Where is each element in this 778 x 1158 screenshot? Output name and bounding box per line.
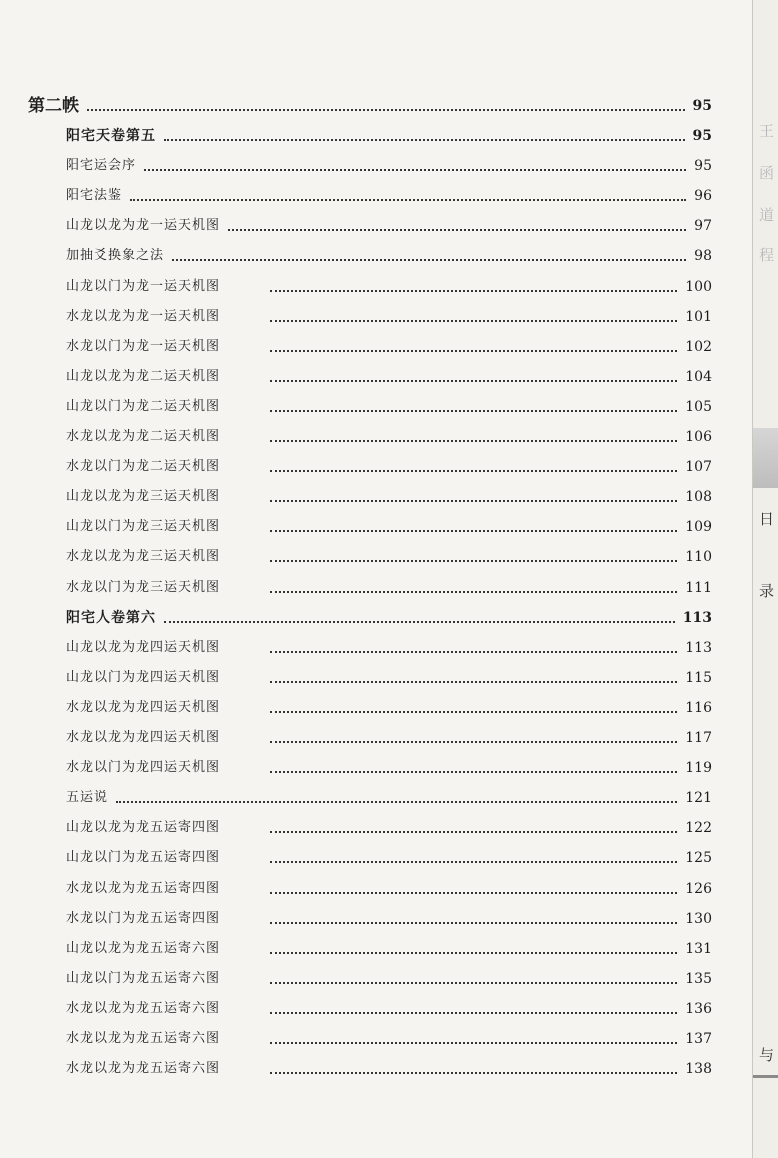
dot-leader xyxy=(270,982,677,984)
toc-entry-title: 山龙以门为龙五运寄六图 xyxy=(66,971,221,986)
dot-leader xyxy=(164,139,685,141)
toc-entry-page: 116 xyxy=(685,700,712,716)
toc-entry-page: 137 xyxy=(685,1031,712,1047)
dot-leader xyxy=(270,1012,677,1014)
toc-entry-title: 水龙以门为龙三运天机图 xyxy=(66,580,221,595)
toc-entry xyxy=(66,668,712,688)
toc-entry xyxy=(66,1059,712,1079)
toc-entry-page: 104 xyxy=(685,369,712,385)
toc-entry xyxy=(66,818,712,838)
toc-entry xyxy=(66,879,712,899)
toc-entry-title: 山龙以龙为龙二运天机图 xyxy=(66,369,221,384)
adjacent-page-rule xyxy=(753,1075,778,1078)
dot-leader xyxy=(228,229,686,231)
dot-leader xyxy=(270,711,677,713)
toc-entry-page: 95 xyxy=(694,158,712,174)
toc-entry xyxy=(66,638,712,658)
toc-entry-page: 121 xyxy=(685,790,712,806)
toc-entry-page: 126 xyxy=(685,881,712,897)
toc-section-heading xyxy=(28,96,712,116)
toc-entry-title: 阳宅天卷第五 xyxy=(66,128,156,144)
toc-section-title: 第二帙 xyxy=(28,96,79,116)
toc-entry xyxy=(66,758,712,778)
toc-entry xyxy=(66,547,712,567)
toc-entry-title: 水龙以龙为龙五运寄四图 xyxy=(66,881,221,896)
toc-entry-title: 山龙以龙为龙一运天机图 xyxy=(66,218,221,233)
toc-entry xyxy=(66,698,712,718)
toc-entry-title: 水龙以龙为龙五运寄六图 xyxy=(66,1001,221,1016)
toc-entry-page: 110 xyxy=(685,549,712,565)
dot-leader xyxy=(270,741,677,743)
toc-entry xyxy=(66,1029,712,1049)
adjacent-page-glyph: 函 xyxy=(759,164,775,182)
toc-entry-title: 加抽爻换象之法 xyxy=(66,248,165,263)
dot-leader xyxy=(270,470,677,472)
dot-leader xyxy=(87,109,685,111)
toc-entry xyxy=(66,788,712,808)
adjacent-page-glyph: 录 xyxy=(759,582,775,600)
toc-entry xyxy=(66,728,712,748)
adjacent-page-glyph: 王 xyxy=(759,122,775,140)
dot-leader xyxy=(270,440,677,442)
toc-entry-page: 106 xyxy=(685,429,712,445)
toc-chapter-entry xyxy=(66,608,712,628)
toc-entry-title: 水龙以门为龙四运天机图 xyxy=(66,760,221,775)
dot-leader xyxy=(144,169,686,171)
toc-entry xyxy=(66,246,712,266)
toc-entry xyxy=(66,367,712,387)
dot-leader xyxy=(116,801,677,803)
dot-leader xyxy=(164,621,675,623)
dot-leader xyxy=(270,651,677,653)
toc-chapter-entry xyxy=(66,126,712,146)
toc-entry-page: 102 xyxy=(685,339,712,355)
toc-entry-title: 阳宅人卷第六 xyxy=(66,610,156,626)
toc-entry xyxy=(66,578,712,598)
dot-leader xyxy=(270,771,677,773)
toc-entry-page: 119 xyxy=(685,760,712,776)
toc-entry xyxy=(66,969,712,989)
toc-entry-page: 100 xyxy=(685,279,712,295)
toc-entry-title: 山龙以龙为龙五运寄四图 xyxy=(66,820,221,835)
toc-entry-page: 101 xyxy=(685,309,712,325)
dot-leader xyxy=(270,1072,677,1074)
toc-entry xyxy=(66,939,712,959)
dot-leader xyxy=(270,530,677,532)
adjacent-page-glyph: 道 xyxy=(759,206,775,224)
toc-entry xyxy=(66,999,712,1019)
toc-entry-title: 阳宅运会序 xyxy=(66,158,137,173)
toc-entry-page: 125 xyxy=(685,850,712,866)
toc-entry-page: 97 xyxy=(694,218,712,234)
toc-entry xyxy=(66,487,712,507)
toc-entry-page: 113 xyxy=(685,640,712,656)
toc-entry-title: 水龙以龙为龙五运寄六图 xyxy=(66,1061,221,1076)
dot-leader xyxy=(270,952,677,954)
toc-entry-title: 山龙以龙为龙五运寄六图 xyxy=(66,941,221,956)
dot-leader xyxy=(270,831,677,833)
toc-entry-page: 117 xyxy=(685,730,712,746)
toc-entry-title: 山龙以龙为龙四运天机图 xyxy=(66,640,221,655)
dot-leader xyxy=(270,380,677,382)
toc-entry-page: 95 xyxy=(692,128,712,144)
toc-entry-title: 五运说 xyxy=(66,790,109,805)
toc-entry-page: 122 xyxy=(685,820,712,836)
toc-entry-page: 130 xyxy=(685,911,712,927)
toc-entry-title: 山龙以门为龙二运天机图 xyxy=(66,399,221,414)
toc-entry-title: 水龙以龙为龙三运天机图 xyxy=(66,549,221,564)
toc-entry-title: 山龙以门为龙一运天机图 xyxy=(66,279,221,294)
dot-leader xyxy=(270,290,677,292)
toc-entry-title: 水龙以门为龙二运天机图 xyxy=(66,459,221,474)
toc-entry-title: 水龙以龙为龙五运寄六图 xyxy=(66,1031,221,1046)
toc-section-page: 95 xyxy=(692,98,712,114)
toc-entry-title: 阳宅法鉴 xyxy=(66,188,123,203)
toc-entry xyxy=(66,517,712,537)
dot-leader xyxy=(270,892,677,894)
toc-entry-page: 109 xyxy=(685,519,712,535)
dot-leader xyxy=(270,320,677,322)
toc-entry-page: 105 xyxy=(685,399,712,415)
adjacent-page-glyph: 程 xyxy=(759,246,775,264)
dot-leader xyxy=(270,681,677,683)
toc-entry-page: 115 xyxy=(685,670,712,686)
toc-entry xyxy=(66,307,712,327)
toc-entry xyxy=(66,156,712,176)
toc-entry xyxy=(66,848,712,868)
toc-entry-title: 山龙以门为龙四运天机图 xyxy=(66,670,221,685)
toc-entry-page: 96 xyxy=(694,188,712,204)
toc-entry-page: 135 xyxy=(685,971,712,987)
adjacent-page-edge xyxy=(752,0,778,1158)
dot-leader xyxy=(270,500,677,502)
dot-leader xyxy=(270,350,677,352)
toc-entry-title: 水龙以龙为龙二运天机图 xyxy=(66,429,221,444)
toc-entry-page: 108 xyxy=(685,489,712,505)
dot-leader xyxy=(270,560,677,562)
dot-leader xyxy=(172,259,686,261)
toc-entry-page: 136 xyxy=(685,1001,712,1017)
toc-entry-page: 98 xyxy=(694,248,712,264)
toc-entry-page: 111 xyxy=(685,580,712,596)
toc-entry-page: 138 xyxy=(685,1061,712,1077)
adjacent-page-glyph: 与 xyxy=(759,1046,775,1064)
dot-leader xyxy=(130,199,686,201)
dot-leader xyxy=(270,861,677,863)
dot-leader xyxy=(270,1042,677,1044)
dot-leader xyxy=(270,922,677,924)
toc-entry-title: 水龙以门为龙一运天机图 xyxy=(66,339,221,354)
dot-leader xyxy=(270,591,677,593)
toc-entry xyxy=(66,427,712,447)
adjacent-page-band xyxy=(753,428,778,488)
toc-entry xyxy=(66,457,712,477)
toc-entry-title: 水龙以龙为龙一运天机图 xyxy=(66,309,221,324)
dot-leader xyxy=(270,410,677,412)
toc-entry-title: 水龙以门为龙五运寄四图 xyxy=(66,911,221,926)
toc-entry-page: 113 xyxy=(682,610,712,626)
toc-entry-title: 山龙以门为龙三运天机图 xyxy=(66,519,221,534)
toc-entry-title: 水龙以龙为龙四运天机图 xyxy=(66,730,221,745)
toc-entry-page: 107 xyxy=(685,459,712,475)
toc-entry-title: 山龙以龙为龙三运天机图 xyxy=(66,489,221,504)
toc-entry xyxy=(66,277,712,297)
toc-entry-title: 山龙以门为龙五运寄四图 xyxy=(66,850,221,865)
toc-entry-title: 水龙以龙为龙四运天机图 xyxy=(66,700,221,715)
toc-entry xyxy=(66,337,712,357)
toc-entry xyxy=(66,397,712,417)
toc-entry-page: 131 xyxy=(685,941,712,957)
toc-entry xyxy=(66,186,712,206)
adjacent-page-glyph: 日 xyxy=(759,510,775,528)
toc-entry xyxy=(66,909,712,929)
toc-entry xyxy=(66,216,712,236)
